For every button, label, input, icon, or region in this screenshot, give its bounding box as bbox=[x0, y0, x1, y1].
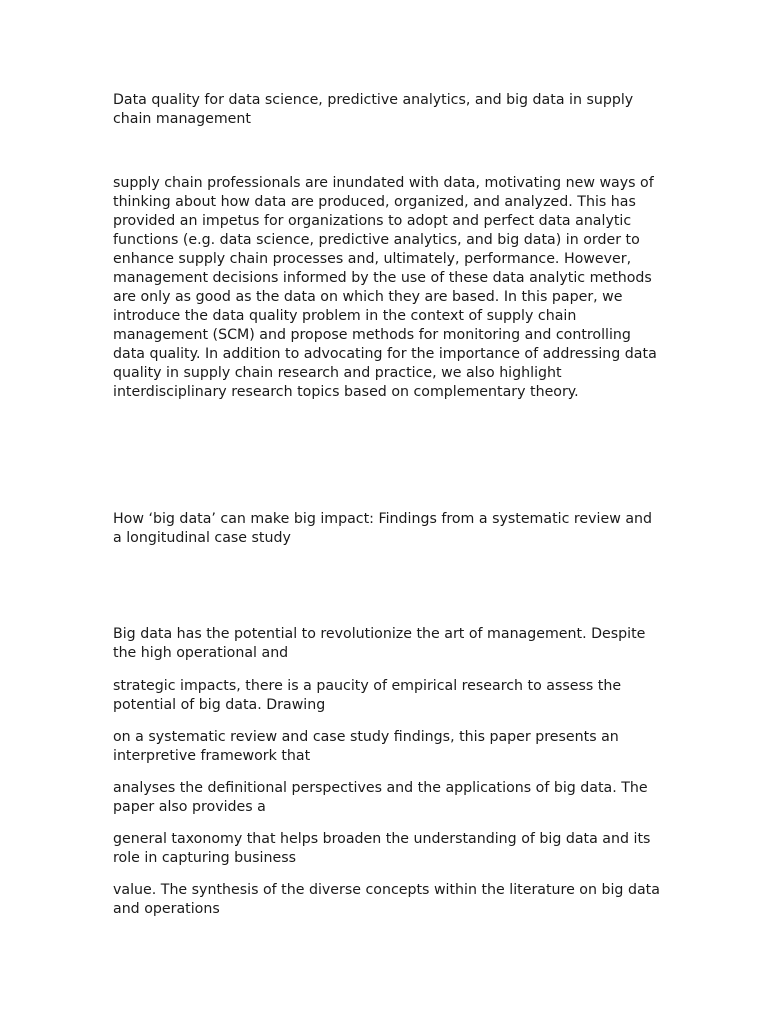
paper-abstract-data-quality: supply chain professionals are inundated with data, motivating new ways of thinking about how data are produced, organized, and analyzed. This has provided an impetus for organizations to adopt and perfect data analytic functions (e.g. data science, predictive analytics, and big data) in order to enhance supply chain processes and, ultimately, performance. However, management decisions informed by the use of these data analytic methods are only as good as the data on which they are based. In this paper, we introduce the data quality problem in the context of supply chain management (SCM) and propose methods for monitoring and controlling data quality. In addition to advocating for the importance of addressing data quality in supply chain research and practice, we also highlight interdisciplinary research topics based on complementary theory. bbox=[113, 175, 657, 400]
abstract-paragraph: strategic impacts, there is a paucity of empirical research to assess the potential of big data. Drawing bbox=[113, 678, 622, 713]
paper-title-big-data-impact: How ‘big data’ can make big impact: Findings from a systematic review and a longitudinal case study bbox=[113, 511, 653, 546]
abstract-paragraph: value. The synthesis of the diverse concepts within the literature on big data and operations bbox=[113, 882, 660, 917]
paper-title-data-quality: Data quality for data science, predictive analytics, and big data in supply chain management bbox=[113, 92, 634, 127]
abstract-paragraph: general taxonomy that helps broaden the understanding of big data and its role in capturing business bbox=[113, 831, 651, 866]
abstract-paragraph: analyses the definitional perspectives and the applications of big data. The paper also provides a bbox=[113, 780, 648, 815]
abstract-paragraph: on a systematic review and case study findings, this paper presents an interpretive framework that bbox=[113, 729, 619, 764]
abstract-paragraph: Big data has the potential to revolutionize the art of management. Despite the high operational and bbox=[113, 626, 646, 661]
